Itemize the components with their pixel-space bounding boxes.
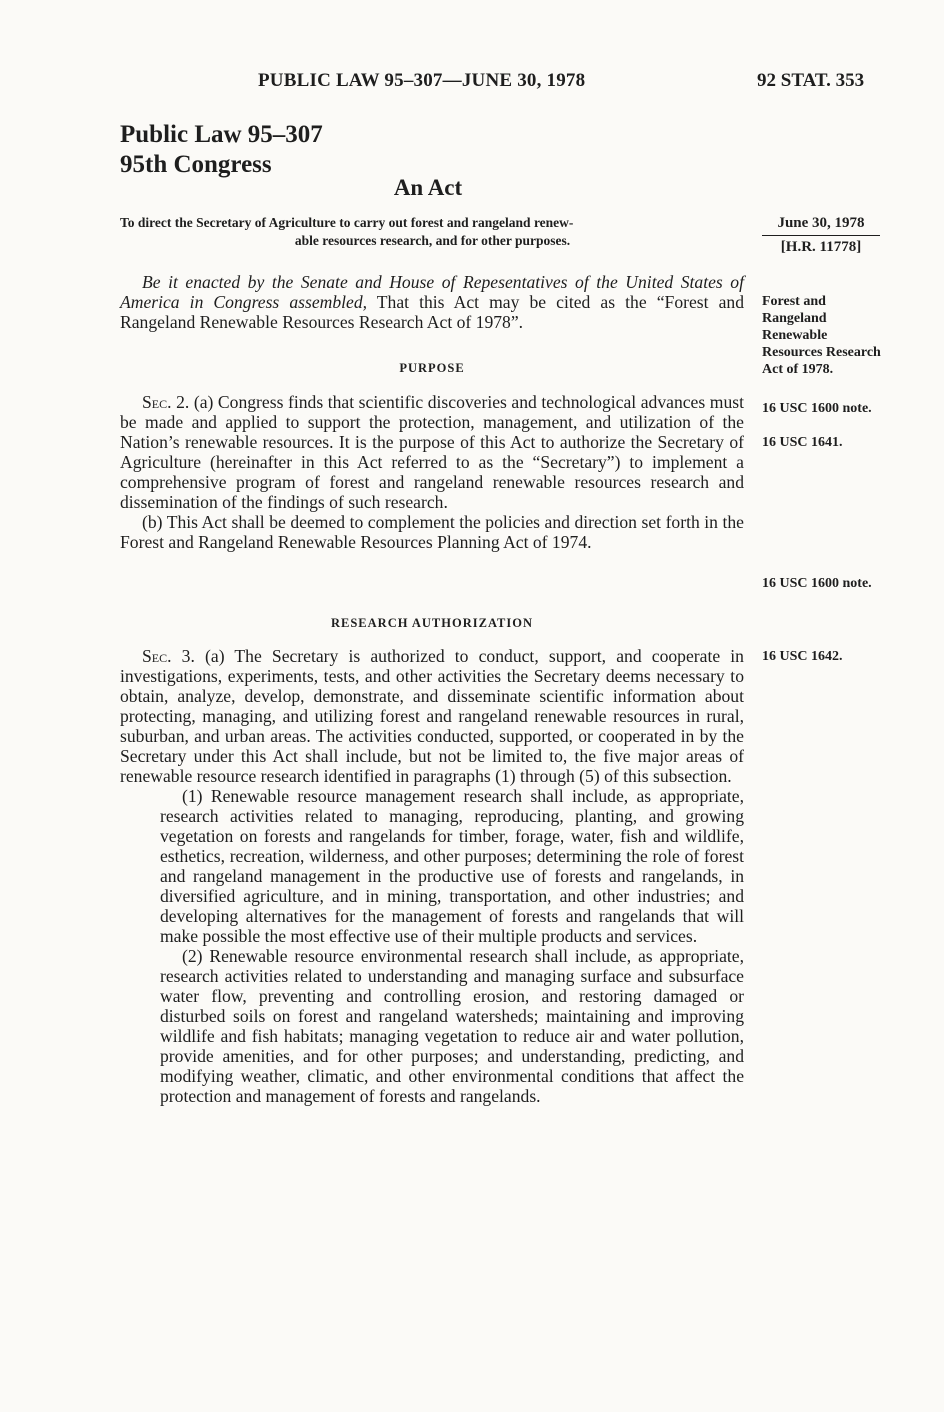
enactment-date: June 30, 1978 <box>762 212 880 236</box>
margin-note-sec2: 16 USC 1641. <box>762 435 843 450</box>
sec3-subsection-a: (a) The Secretary is authorized to conduct, support, and cooperate in investigations, experiments, tests, and other activities the Secretary deems necessary to obtain, analyze, develop, demonstrate, and disseminate scientific information about protecting, managing, and utilizing forest and rangeland renewable resources in rural, suburban, and urban areas. The activities conducted, supported, or cooperated in by the Secretary under this Act shall include, but not be limited to, the five major areas of renewable resource research identified in paragraphs (1) through (5) of this subsection. <box>120 646 744 786</box>
act-purpose-line-1: To direct the Secretary of Agriculture to carry out forest and rangeland renew- <box>120 215 574 230</box>
margin-note-short-title: Forest and Rangeland Renewable Resources Research Act of 1978. <box>762 294 881 377</box>
heading-research-authorization: RESEARCH AUTHORIZATION <box>330 616 533 630</box>
enacting-formula: Be it enacted by the Senate and House of Repesentatives of the United States of America in Congress assembled, <box>120 272 744 312</box>
sec3-paragraph-1: (1) Renewable resource management research shall include, as appropriate, research activities related to managing, reproducing, planting, and growing vegetation on forests and rangelands for timber, forage, water, fish and wildlife, esthetics, recreation, wilderness, and other purposes; determining the role of forest and rangeland management in the productive use of forests and rangelands, in diversified agriculture, and in mining, transportation, and other industries; and developing alternatives for the management of forests and rangelands that will make possible the most effective use of their multiple products and services. <box>160 786 744 946</box>
margin-note-sec2b: 16 USC 1600 note. <box>762 576 872 591</box>
sec2-subsection-a: (a) Congress finds that scientific discoveries and technological advances must be made and applied to support the protection, management, and utilization of the Nation’s renewable resources. It is the purpose of this Act to authorize the Secretary of Agriculture (hereinafter in this Act referred to as the “Secretary”) to implement a comprehensive program of forest and rangeland renewable resources research and dissemination of the findings of such research. <box>120 392 744 512</box>
sec3-label: Sec. 3. <box>142 646 195 666</box>
section-3 <box>120 646 744 1106</box>
stat-page-number: 92 STAT. 353 <box>757 70 865 91</box>
running-title: PUBLIC LAW 95–307—JUNE 30, 1978 <box>258 70 586 91</box>
public-law-number: Public Law 95–307 <box>120 121 323 148</box>
margin-note-sec3: 16 USC 1642. <box>762 649 843 664</box>
margin-note-sec1: 16 USC 1600 note. <box>762 401 872 416</box>
enacting-clause <box>120 272 744 332</box>
sec2-label: Sec. 2. <box>142 392 190 412</box>
heading-purpose: PURPOSE <box>399 361 465 375</box>
act-purpose <box>120 214 745 250</box>
section-2 <box>120 392 744 552</box>
enactment-date-box <box>762 212 880 258</box>
congress-number: 95th Congress <box>120 151 272 178</box>
act-title <box>0 175 900 201</box>
act-title-text: An Act <box>393 175 463 200</box>
sec2-subsection-b: (b) This Act shall be deemed to complement the policies and direction set forth in the Forest and Rangeland Renewable Resources Planning Act of 1974. <box>120 512 744 552</box>
law-heading <box>120 120 323 180</box>
short-title-text: That this Act may be cited as the “Forest and Rangeland Renewable Resources Research Act of 1978”. <box>120 292 744 332</box>
bill-number: [H.R. 11778] <box>780 239 862 255</box>
act-purpose-line-2: able resources research, and for other purposes. <box>294 233 571 248</box>
sec3-paragraph-2: (2) Renewable resource environmental research shall include, as appropriate, research activities related to understanding and managing surface and subsurface water flow, preventing and controlling erosion, and restoring damaged or disturbed soils on forest and rangeland watersheds; maintaining and improving wildlife and fish habitats; managing vegetation to reduce air and water pollution, provide amenities, and for other purposes; and understanding, predicting, and modifying weather, climatic, and other environmental conditions that affect the protection and management of forests and rangelands. <box>160 946 744 1106</box>
